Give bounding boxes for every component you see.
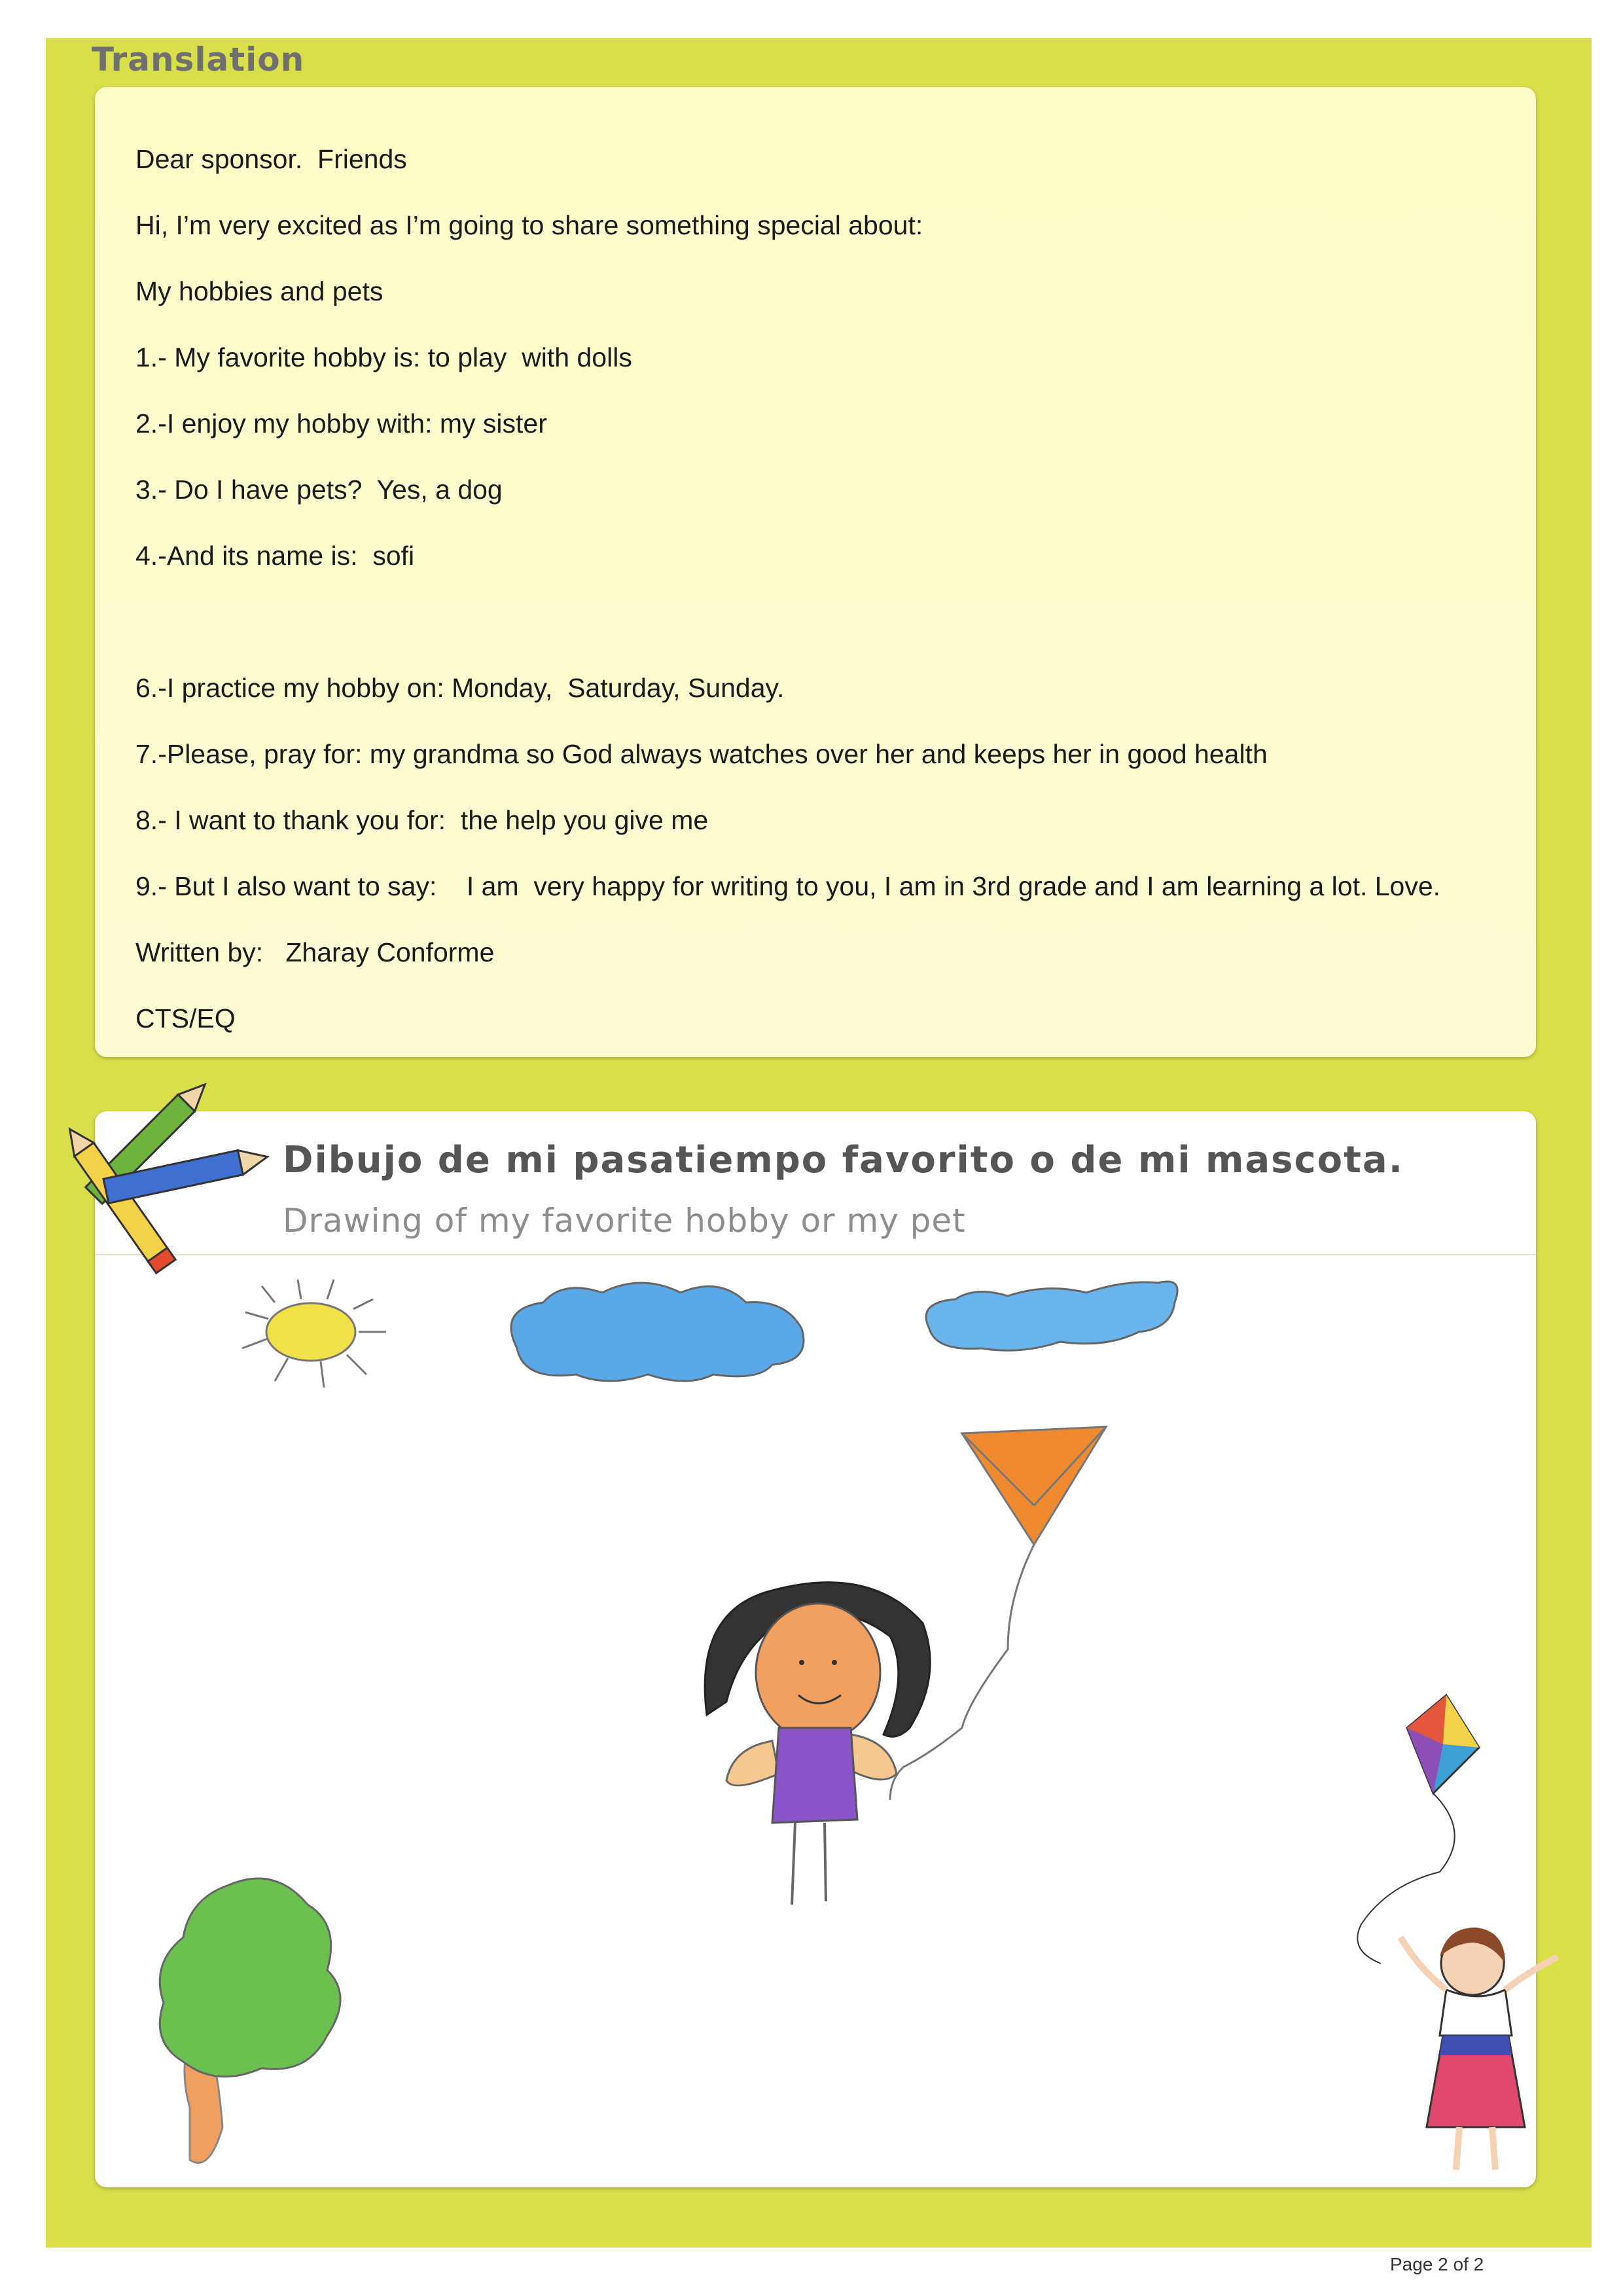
girl-drawing <box>705 1583 930 1905</box>
kite-drawing <box>890 1427 1106 1800</box>
translation-line-14: CTS/EQ <box>135 1003 236 1033</box>
translation-line-5: 2.-I enjoy my hobby with: my sister <box>135 408 547 439</box>
translation-line-7: 4.-And its name is: sofi <box>135 541 415 571</box>
translation-line-10: 7.-Please, pray for: my grandma so God always watches over her and keeps her in good health <box>135 739 1268 769</box>
pencils-icon <box>60 1076 270 1273</box>
translation-line-6: 3.- Do I have pets? Yes, a dog <box>135 475 503 505</box>
translation-line-13: Written by: Zharay Conforme <box>135 937 495 967</box>
cloud-drawing-1 <box>511 1283 804 1381</box>
translation-line-1: Dear sponsor. Friends <box>135 144 407 174</box>
sun-drawing <box>242 1280 386 1388</box>
translation-line-12: 9.- But I also want to say: I am very happy for writing to you, I am in 3rd grade and I am learning a lot. Love. <box>135 871 1441 901</box>
translation-line-11: 8.- I want to thank you for: the help you give me <box>135 805 709 835</box>
translation-line-3: My hobbies and pets <box>135 276 383 306</box>
translation-line-2: Hi, I’m very excited as I’m going to share something special about: <box>135 210 923 240</box>
girl-with-kite-illustration <box>1357 1695 1558 2170</box>
translation-line-4: 1.- My favorite hobby is: to play with dolls <box>135 342 632 372</box>
cloud-drawing-2 <box>926 1282 1177 1350</box>
page-number: Page 2 of 2 <box>1390 2254 1484 2274</box>
tree-drawing <box>160 1878 340 2162</box>
drawing-heading-spanish: Dibujo de mi pasatiempo favorito o de mi mascota. <box>283 1139 1404 1181</box>
translation-title: Translation <box>92 41 305 79</box>
drawing-heading-english: Drawing of my favorite hobby or my pet <box>283 1202 966 1240</box>
translation-line-9: 6.-I practice my hobby on: Monday, Saturday, Sunday. <box>135 673 785 703</box>
